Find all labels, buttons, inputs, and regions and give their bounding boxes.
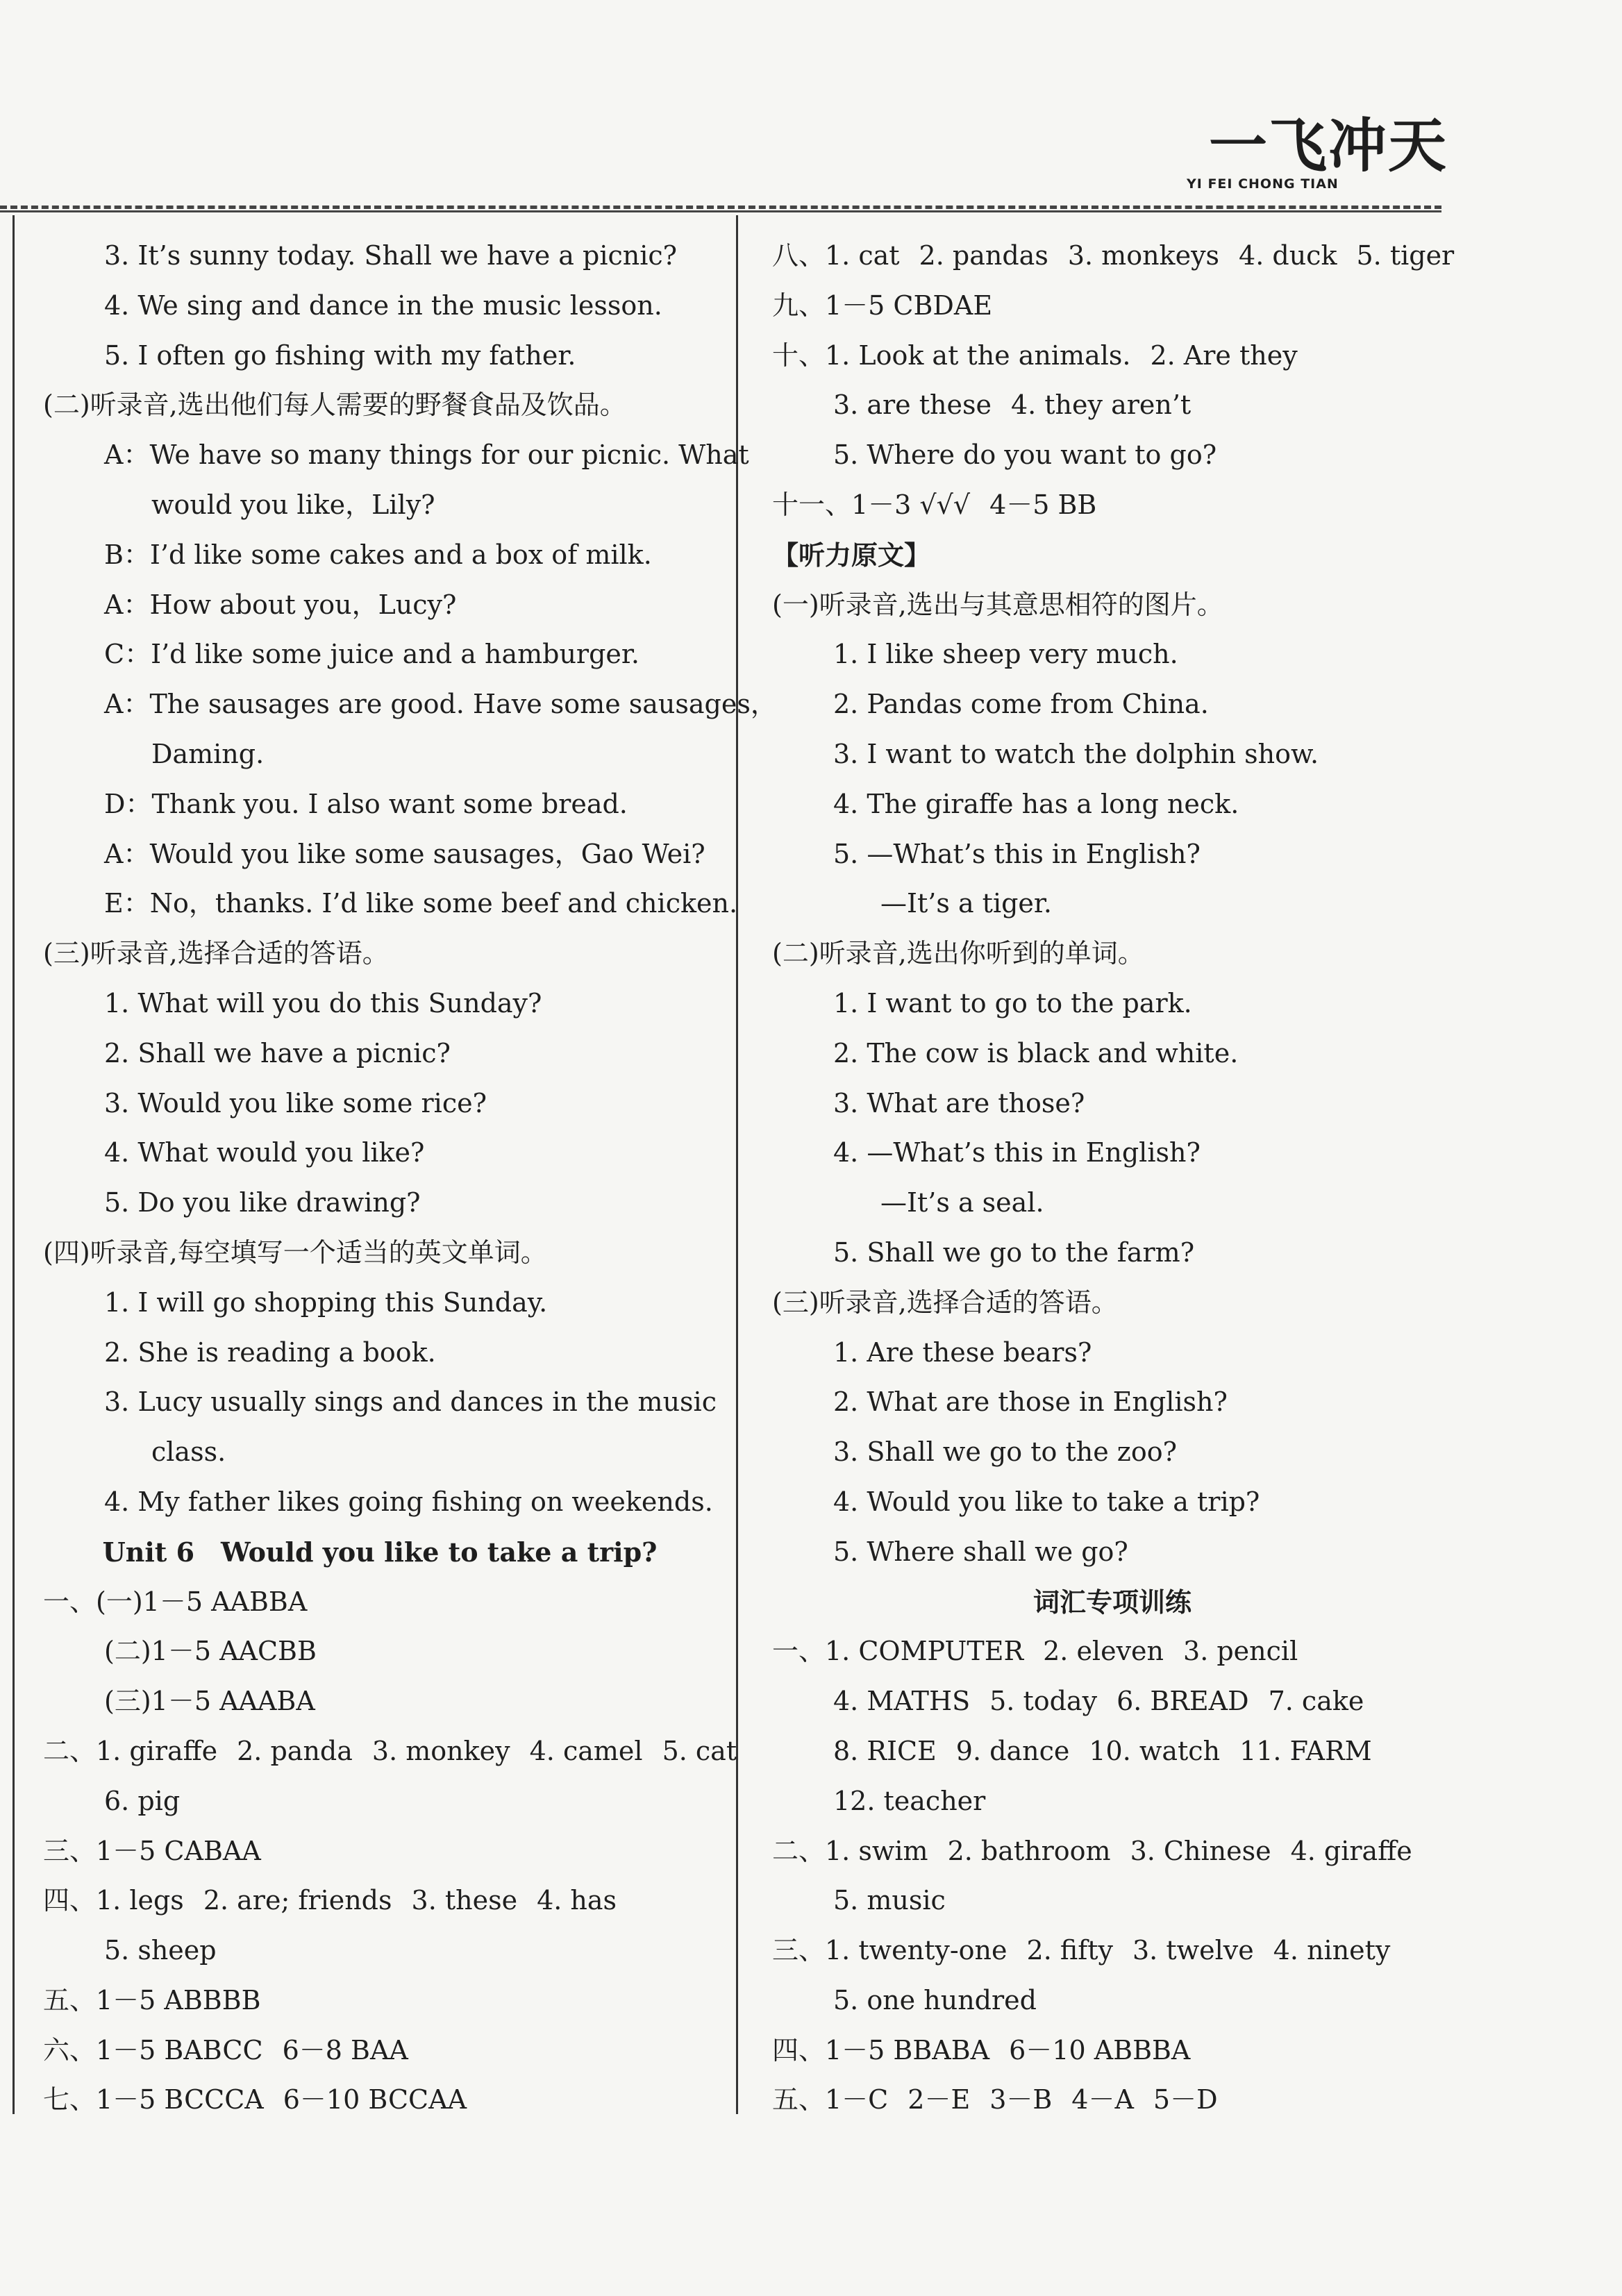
right-line (772, 380, 1453, 430)
right-line (772, 1627, 1453, 1677)
left-line (43, 1827, 717, 1877)
right-segment: 5. Where do you want to go? (833, 439, 1217, 471)
left-line (43, 1228, 717, 1278)
right-segment: 3－B (989, 2084, 1053, 2115)
right-segment: 3. monkeys (1067, 240, 1220, 271)
left-segment: 五、1－5 ABBBB (43, 1984, 261, 2016)
right-segment: 三、1. twenty-one (772, 1935, 1008, 1966)
right-line (772, 1377, 1453, 1427)
right-segment: 2. bathroom (947, 1835, 1111, 1866)
left-segment: 5. Do you like drawing? (104, 1187, 421, 1218)
left-line (43, 231, 717, 281)
right-segment: 7. cake (1268, 1686, 1364, 1717)
right-line (772, 1029, 1453, 1079)
right-segment: 4. The giraffe has a long neck. (833, 788, 1239, 819)
right-line (772, 430, 1453, 480)
left-line (43, 1527, 717, 1577)
right-line (772, 630, 1453, 680)
right-segment: 3. twelve (1132, 1935, 1254, 1966)
left-line (43, 1876, 717, 1926)
left-segment: 5. I often go fishing with my father. (104, 340, 576, 371)
right-line (772, 1278, 1453, 1328)
left-segment: (四)听录音,每空填写一个适当的英文单词。 (43, 1237, 547, 1268)
right-segment: 2. Pandas come from China. (833, 689, 1209, 720)
right-segment: 2. Are they (1150, 340, 1298, 371)
right-segment: 4. duck (1239, 240, 1337, 271)
right-line (772, 680, 1453, 730)
right-line (772, 480, 1453, 530)
left-line (43, 830, 717, 880)
left-segment: 3. (104, 1386, 130, 1418)
left-segment: 四、1. legs (43, 1885, 184, 1916)
left-segment: 6. pig (104, 1785, 181, 1816)
left-line (43, 1727, 737, 1777)
right-segment: 4－A (1071, 2084, 1134, 2115)
left-segment: 4. camel (529, 1735, 643, 1766)
right-segment: 一、1. COMPUTER (772, 1636, 1024, 1667)
right-line (772, 1577, 1453, 1627)
left-line (43, 1178, 717, 1228)
right-line (772, 1727, 1453, 1777)
left-line (43, 1079, 717, 1129)
right-line (772, 2075, 1453, 2125)
left-segment: 1. I will go shopping this Sunday. (104, 1287, 548, 1318)
left-line (43, 1029, 717, 1079)
right-segment: 二、1. swim (772, 1835, 928, 1866)
right-line (772, 2026, 1453, 2076)
left-segment: Lucy (137, 1386, 202, 1418)
right-segment: 4. —What’s this in English? (833, 1137, 1201, 1168)
left-line (43, 780, 717, 830)
right-segment: 1. Are these bears? (833, 1336, 1092, 1368)
left-segment: 3. monkey (371, 1735, 510, 1766)
right-line (772, 780, 1453, 830)
right-line (772, 1527, 1453, 1577)
right-line (772, 1079, 1453, 1129)
right-segment: 3. Shall we go to the zoo? (833, 1436, 1177, 1468)
left-line (43, 1477, 717, 1527)
right-segment: 五、1－C (772, 2084, 889, 2115)
right-segment: 4－5 BB (989, 489, 1097, 520)
right-line (772, 879, 1453, 929)
right-segment: 四、1－5 BBABA (772, 2034, 990, 2065)
left-segment: A：Would you like some sausages，Gao Wei? (104, 838, 705, 869)
right-segment: —It’s a seal. (880, 1187, 1044, 1218)
right-segment: 2. pandas (919, 240, 1048, 271)
left-segment: dances (450, 1386, 544, 1418)
right-segment: 1. I like sheep very much. (833, 639, 1178, 670)
right-segment: 5. Shall we go to the farm? (833, 1237, 1195, 1268)
right-segment: 10. watch (1089, 1735, 1221, 1766)
right-segment: 九、1－5 CBDAE (772, 290, 993, 321)
right-segment: 十一、1－3 √√√ (772, 489, 971, 520)
left-line (43, 979, 717, 1029)
left-segment: B：I’d like some cakes and a box of milk. (104, 539, 652, 570)
right-segment: 4. giraffe (1290, 1835, 1412, 1866)
left-segment: 二、1. giraffe (43, 1735, 218, 1766)
right-line (772, 530, 1453, 580)
right-segment: 9. dance (955, 1735, 1070, 1766)
right-line (772, 979, 1453, 1029)
left-line (43, 1677, 717, 1727)
left-segment: class. (151, 1436, 226, 1468)
left-line (43, 680, 777, 730)
right-segment: 5. today (989, 1686, 1098, 1717)
left-segment: 5. cat (662, 1735, 737, 1766)
left-line (43, 929, 717, 979)
left-segment: in (552, 1386, 578, 1418)
right-segment: 词汇专项训练 (1032, 1586, 1192, 1618)
right-segment: 4. Would you like to take a trip? (833, 1486, 1260, 1517)
left-segment: usually (210, 1386, 306, 1418)
left-segment: music (637, 1386, 717, 1418)
right-segment: 5. Where shall we go? (833, 1536, 1128, 1567)
right-segment: 8. RICE (833, 1735, 937, 1766)
right-line (772, 580, 1453, 630)
left-line (43, 630, 717, 680)
left-line (43, 1328, 717, 1378)
right-line (772, 1876, 1453, 1926)
left-segment: (三)1－5 AAABA (104, 1686, 315, 1717)
right-segment: 2. eleven (1043, 1636, 1164, 1667)
right-segment: 1. I want to go to the park. (833, 987, 1192, 1019)
left-segment: and (392, 1386, 442, 1418)
left-segment: 4. What would you like? (104, 1137, 425, 1168)
left-segment: 3. these (411, 1885, 518, 1916)
right-segment: —It’s a tiger. (880, 888, 1052, 919)
left-line (43, 1128, 717, 1178)
left-segment: (三)听录音,选择合适的答语。 (43, 938, 389, 969)
right-segment: 3. pencil (1183, 1636, 1298, 1667)
left-line (43, 380, 717, 430)
brand-logo (1177, 111, 1448, 191)
right-segment: 5. music (833, 1885, 946, 1916)
left-segment: 一、(一)1－5 AABBA (43, 1586, 308, 1617)
left-line (43, 331, 717, 381)
right-segment: 5. one hundred (833, 1984, 1037, 2016)
answer-column-right (772, 231, 1453, 2125)
right-line (772, 1328, 1453, 1378)
right-line (772, 1976, 1453, 2026)
left-segment: the (586, 1386, 630, 1418)
left-line (43, 580, 717, 630)
right-segment: (二)听录音,选出你听到的单词。 (772, 938, 1144, 969)
left-segment: (二)1－5 AACBB (104, 1636, 317, 1667)
left-line (43, 1627, 717, 1677)
right-line (772, 830, 1453, 880)
right-segment: 2. What are those in English? (833, 1386, 1228, 1418)
right-segment: 4. they aren’t (1010, 389, 1192, 421)
left-segment: 2. Shall we have a picnic? (104, 1037, 451, 1069)
left-segment: (二)听录音,选出他们每人需要的野餐食品及饮品。 (43, 389, 626, 421)
right-segment: (一)听录音,选出与其意思相符的图片。 (772, 589, 1223, 620)
left-segment: 3. Would you like some rice? (104, 1087, 487, 1118)
left-segment: Daming. (151, 738, 265, 769)
left-segment: 2. She is reading a book. (104, 1336, 436, 1368)
right-line (772, 231, 1453, 281)
left-line (43, 480, 717, 530)
left-line (43, 1377, 717, 1427)
right-line (772, 331, 1453, 381)
left-segment: A：The sausages are good. Have some sausages， (104, 689, 777, 720)
right-segment: 3. are these (833, 389, 992, 421)
answer-column-left (43, 231, 777, 2125)
right-segment: 3. Chinese (1130, 1835, 1271, 1866)
right-segment: 6. BREAD (1117, 1686, 1249, 1717)
right-segment: 4. MATHS (833, 1686, 971, 1717)
right-segment: 2－E (908, 2084, 971, 2115)
left-line (43, 1926, 717, 1976)
right-line (772, 929, 1453, 979)
left-segment: E：No，thanks. I’d like some beef and chicken. (104, 888, 738, 919)
right-line (772, 1128, 1453, 1178)
left-line (43, 1577, 717, 1627)
left-segment: 1. What will you do this Sunday? (104, 987, 542, 1019)
left-segment: 2. panda (237, 1735, 353, 1766)
right-segment: 3. What are those? (833, 1087, 1085, 1118)
left-segment: 3. It’s sunny today. Shall we have a picnic? (104, 240, 678, 271)
left-line (43, 1976, 717, 2026)
right-segment: 2. The cow is black and white. (833, 1037, 1239, 1069)
left-margin-line (12, 215, 15, 2114)
left-segment: sings (314, 1386, 384, 1418)
right-segment: 2. fifty (1026, 1935, 1113, 1966)
left-segment: 6－10 BCCAA (283, 2084, 467, 2115)
left-line (43, 1427, 717, 1477)
right-line (772, 730, 1453, 780)
left-segment: 六、1－5 BABCC (43, 2034, 263, 2065)
right-segment: 6－10 ABBBA (1009, 2034, 1191, 2065)
left-segment: 6－8 BAA (282, 2034, 408, 2065)
left-segment: A：How about you，Lucy? (104, 589, 457, 620)
left-line (43, 1777, 717, 1827)
left-segment: 4. has (537, 1885, 617, 1916)
left-line (43, 2075, 717, 2125)
right-segment: 5－D (1153, 2084, 1218, 2115)
right-line (772, 1178, 1453, 1228)
right-line (772, 1477, 1453, 1527)
brand-title: 一飞冲天 (1208, 111, 1448, 180)
right-line (772, 1677, 1453, 1727)
left-line (43, 2026, 717, 2076)
left-line (43, 879, 738, 929)
left-segment: 4. We sing and dance in the music lesson. (104, 290, 662, 321)
left-line (43, 281, 717, 331)
right-segment: 11. FARM (1239, 1735, 1372, 1766)
brand-subtitle: YI FEI CHONG TIAN (1187, 176, 1339, 192)
right-segment: (三)听录音,选择合适的答语。 (772, 1287, 1118, 1318)
right-segment: 5. —What’s this in English? (833, 838, 1201, 869)
right-segment: 3. I want to watch the dolphin show. (833, 738, 1319, 769)
left-line (43, 730, 717, 780)
left-segment: A：We have so many things for our picnic. What (104, 439, 749, 471)
left-line (43, 1278, 717, 1328)
left-line (43, 530, 717, 580)
left-segment: D：Thank you. I also want some bread. (104, 788, 628, 819)
right-line (772, 281, 1453, 331)
left-segment: would you like，Lily? (151, 489, 435, 520)
right-line (772, 1827, 1453, 1877)
left-segment: 2. are; friends (203, 1885, 392, 1916)
right-segment: 5. tiger (1356, 240, 1455, 271)
left-segment: 三、1－5 CABAA (43, 1835, 261, 1866)
right-segment: 十、1. Look at the animals. (772, 340, 1131, 371)
right-segment: 八、1. cat (772, 240, 900, 271)
header-rule (0, 206, 1441, 212)
left-segment: Unit 6 Would you like to take a trip? (102, 1536, 658, 1568)
right-line (772, 1427, 1453, 1477)
right-line (772, 1228, 1453, 1278)
right-segment: 【听力原文】 (772, 539, 931, 571)
left-segment: C：I’d like some juice and a hamburger. (104, 639, 639, 670)
left-line (43, 430, 749, 480)
left-segment: 七、1－5 BCCCA (43, 2084, 264, 2115)
right-segment: 12. teacher (833, 1785, 986, 1816)
left-segment: 4. My father likes going fishing on weekends. (104, 1486, 713, 1517)
column-divider (736, 215, 738, 2114)
right-line (772, 1926, 1453, 1976)
left-segment: 5. sheep (104, 1935, 217, 1966)
right-line (772, 1777, 1453, 1827)
right-segment: 4. ninety (1273, 1935, 1391, 1966)
